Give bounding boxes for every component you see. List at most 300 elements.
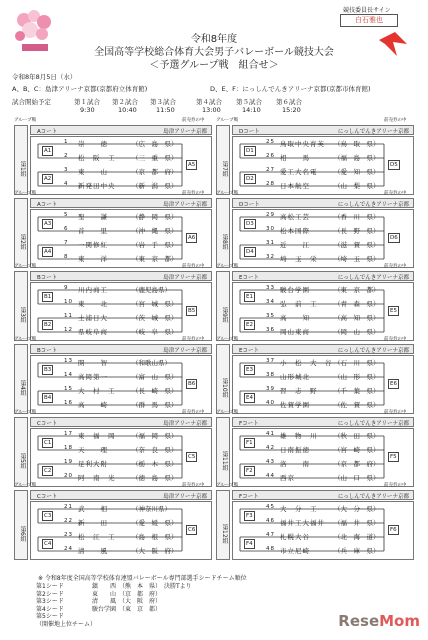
group-caption: グループ戦	[14, 410, 37, 415]
pool-label: A2	[44, 176, 52, 182]
team-pref: （茨 城 県）	[132, 314, 178, 322]
team-name: 県岐阜商	[78, 328, 108, 336]
pool-label: E4	[246, 395, 253, 401]
pool-label: A5	[188, 162, 196, 168]
team-name: 東 福 岡	[78, 432, 116, 440]
court-venue: 島津アリーナ京都	[163, 275, 207, 281]
group-tab	[216, 344, 230, 414]
pool-label: B6	[188, 381, 196, 387]
resemom-watermark: ReseMom	[338, 612, 420, 630]
pool-label: D4	[246, 249, 254, 255]
team-number: 37	[266, 358, 275, 364]
group-tab	[14, 490, 28, 560]
group-tab	[14, 344, 28, 414]
team-number: 31	[266, 240, 275, 246]
team-pref: （高 知 県）	[334, 314, 380, 322]
team-name: 松 江 工	[78, 533, 116, 541]
team-pref: （香 川 県）	[334, 213, 380, 221]
team-pref: （秋 田 県）	[334, 432, 380, 440]
team-name: 駿台学園	[280, 286, 310, 294]
team-pref: （沖 縄 県）	[132, 227, 178, 235]
court-name: Cコート	[37, 494, 58, 500]
court-venue: にっしんでんきアリーナ京都	[337, 494, 409, 500]
team-pref: （和歌山県）	[132, 359, 171, 367]
team-pref: （石 川 県）	[334, 359, 380, 367]
team-name: 阿 南 光	[78, 474, 116, 482]
match-label: 第３試合	[150, 98, 176, 106]
group-order-caption: 前売券の中	[384, 337, 407, 342]
pool-label: B1	[44, 294, 52, 300]
team-pref: （兵 庫 県）	[334, 547, 380, 555]
team-name: 開 智	[78, 359, 108, 367]
group-tab	[14, 271, 28, 341]
team-number: 15	[64, 386, 73, 392]
team-number: 8	[64, 254, 69, 260]
match-time: 15:20	[282, 106, 301, 114]
bracket-lines	[232, 428, 414, 487]
pool-label: E5	[390, 308, 397, 314]
team-name: 松本国際	[280, 227, 310, 235]
group-order-caption: 前売券の中	[182, 337, 205, 342]
seed-team: 鎮 西 （熊 本 県） 決勝Tより	[92, 583, 192, 590]
team-pref: （栃 木 県）	[132, 460, 178, 468]
group-caption: グループ戦	[216, 191, 239, 196]
team-name: 新発田中央	[78, 182, 116, 190]
team-number: 32	[266, 254, 275, 260]
team-name: 土浦日大	[78, 314, 108, 322]
team-name: 福井工大福井	[280, 519, 325, 527]
sign-value: 白石雅也	[340, 14, 398, 27]
court-header	[30, 344, 212, 354]
schedule-label: 試合開始予定	[12, 98, 51, 106]
team-number: 23	[64, 532, 73, 538]
group-caption: グループ戦	[14, 337, 37, 342]
pool-label: E6	[390, 381, 397, 387]
team-number: 18	[64, 445, 73, 451]
group-label: 第9組	[221, 307, 228, 323]
team-pref: （奈 良 県）	[132, 446, 178, 454]
team-number: 9	[64, 285, 69, 291]
team-number: 35	[266, 313, 275, 319]
court-venue: にっしんでんきアリーナ京都	[337, 421, 409, 427]
team-name: 雄 物 川	[280, 432, 318, 440]
title-line2: 全国高等学校総合体育大会男子バレーボール競技大会	[94, 47, 334, 58]
red-origami-logo	[377, 30, 409, 58]
seed-rank: 第1シード	[36, 583, 64, 590]
team-pref: （鹿児島県）	[132, 286, 171, 294]
pool-label: F4	[246, 541, 253, 547]
team-pref: （三 重 県）	[132, 154, 178, 162]
team-number: 42	[266, 445, 275, 451]
group-label: 第12組	[221, 524, 228, 544]
pool-label: D3	[246, 221, 254, 227]
title-line3: ＜予選グループ戦 組合せ＞	[149, 60, 279, 71]
group-caption: グループ戦	[216, 410, 239, 415]
team-name: 足利大附	[78, 460, 108, 468]
team-number: 43	[266, 459, 275, 465]
team-pref: （佐 賀 県）	[334, 401, 380, 409]
team-name: 高岡第一	[78, 373, 108, 381]
court-header	[232, 271, 414, 281]
team-pref: （徳 島 県）	[132, 474, 178, 482]
bracket-lines	[232, 282, 414, 341]
team-name: 清 風	[78, 547, 108, 555]
group-label: 第3組	[19, 307, 26, 323]
match-label: 第２試合	[112, 98, 138, 106]
team-pref: （大 分 県）	[334, 505, 380, 513]
team-name: 首 里	[78, 227, 108, 235]
court-header	[232, 490, 414, 500]
team-number: 47	[266, 532, 275, 538]
bracket-lines	[30, 428, 212, 487]
court-venue: にっしんでんきアリーナ京都	[337, 129, 409, 135]
group-order-caption: 前売券の中	[384, 118, 407, 123]
team-number: 25	[266, 139, 275, 145]
match-label: 第５試合	[236, 98, 262, 106]
team-name: 近 江	[280, 241, 310, 249]
team-number: 44	[266, 473, 275, 479]
title-line1: 令和8年度	[190, 34, 238, 45]
team-name: 高 知	[280, 314, 310, 322]
court-header	[30, 417, 212, 427]
pool-label: C2	[44, 468, 52, 474]
group-label: 第8組	[221, 234, 228, 250]
pool-label: C4	[44, 541, 52, 547]
team-pref: （東 京 都）	[132, 255, 178, 263]
court-name: Cコート	[37, 421, 58, 427]
team-pref: （宮 城 県）	[132, 300, 178, 308]
team-pref: （長 野 県）	[334, 227, 380, 235]
team-number: 5	[64, 212, 69, 218]
pool-label: A1	[44, 148, 52, 154]
team-pref: （静 岡 県）	[132, 213, 178, 221]
pool-label: F3	[246, 513, 253, 519]
match-label: 第１試合	[74, 98, 100, 106]
court-name: Dコート	[239, 129, 260, 135]
group-tab	[14, 417, 28, 487]
court-name: Aコート	[37, 202, 58, 208]
seed-rank: 第4シード	[36, 605, 64, 613]
team-name: 天 理	[78, 446, 108, 454]
group-tab	[216, 198, 230, 268]
team-name: 相 馬	[280, 154, 310, 162]
team-pref: （愛 知 県）	[334, 168, 380, 176]
group-label: 第1組	[19, 161, 26, 177]
team-number: 4	[64, 181, 69, 187]
pool-label: C6	[188, 527, 196, 533]
match-time: 11:50	[156, 106, 175, 114]
court-name: Aコート	[37, 129, 58, 135]
pool-label: F6	[390, 527, 397, 533]
group-tab	[216, 490, 230, 560]
pool-label: A6	[188, 235, 196, 241]
team-number: 16	[64, 400, 73, 406]
team-name: 東 北	[78, 300, 108, 308]
group-tab	[14, 125, 28, 195]
team-number: 12	[64, 327, 73, 333]
bracket-lines	[30, 501, 212, 560]
group-caption: グループ戦	[14, 118, 37, 123]
team-pref: （東 京 都）	[334, 286, 380, 294]
seed-team: 東 山 （京 都 府）	[92, 590, 162, 598]
team-name: 高 崎	[78, 401, 108, 409]
team-number: 24	[64, 546, 73, 552]
team-number: 22	[64, 518, 73, 524]
team-number: 48	[266, 546, 275, 552]
group-caption: グループ戦	[14, 191, 37, 196]
pool-label: E2	[246, 322, 253, 328]
team-pref: （群 馬 県）	[132, 401, 178, 409]
team-name: 高松工芸	[280, 213, 310, 221]
group-caption: グループ戦	[216, 264, 239, 269]
match-time: 9:30	[80, 106, 95, 114]
pool-label: A3	[44, 221, 52, 227]
team-number: 40	[266, 400, 275, 406]
group-tab	[216, 271, 230, 341]
group-caption: グループ戦	[216, 118, 239, 123]
sign-label: 競技委員長サイン	[343, 7, 391, 14]
event-date: 令和8年8月5日（水）	[12, 73, 77, 81]
pool-label: E3	[246, 367, 253, 373]
team-name: 西京	[280, 474, 295, 482]
match-time: 10:40	[118, 106, 137, 114]
team-pref: （山 口 県）	[334, 474, 380, 482]
pool-label: A4	[44, 249, 52, 255]
team-pref: （富 山 県）	[132, 373, 178, 381]
team-number: 46	[266, 518, 275, 524]
team-number: 10	[64, 299, 73, 305]
court-header	[232, 198, 414, 208]
team-pref: （岩 手 県）	[132, 241, 178, 249]
team-number: 26	[266, 153, 275, 159]
team-pref: （千 葉 県）	[334, 387, 380, 395]
seed-rank: （開催地上位チーム）	[36, 620, 97, 628]
team-name: 鳥取中央育英	[280, 140, 325, 148]
team-name: 山形城北	[280, 373, 310, 381]
team-pref: （埼 玉 県）	[334, 255, 380, 263]
court-name: Eコート	[239, 275, 259, 281]
team-name: 松 阪 工	[78, 154, 116, 162]
team-pref: （島 根 県）	[132, 533, 178, 541]
team-pref: （神奈川県）	[132, 505, 171, 513]
group-order-caption: 前売券の中	[384, 191, 407, 196]
court-venue: 島津アリーナ京都	[163, 421, 207, 427]
team-name: 大 分 工	[280, 505, 318, 513]
group-order-caption: 前売券の中	[182, 264, 205, 269]
team-pref: （福 島 県）	[334, 154, 380, 162]
group-label: 第11組	[221, 451, 228, 471]
team-number: 19	[64, 459, 73, 465]
team-pref: （北 海 道）	[334, 533, 380, 541]
group-caption: グループ戦	[14, 264, 37, 269]
group-order-caption: 前売券の中	[182, 118, 205, 123]
group-order-caption: 前売券の中	[384, 410, 407, 415]
team-name: 弘 前 工	[280, 300, 318, 308]
team-pref: （岐 阜 県）	[132, 328, 178, 336]
court-name: Fコート	[239, 494, 259, 500]
team-pref: （福 岡 県）	[132, 432, 178, 440]
team-pref: （山 梨 県）	[334, 182, 380, 190]
team-name: 川内商工	[78, 286, 108, 294]
team-pref: （京 都 府）	[132, 168, 178, 176]
team-number: 17	[64, 431, 73, 437]
team-number: 20	[64, 473, 73, 479]
seed-rank: 第2シード	[36, 590, 64, 598]
pool-label: E1	[246, 294, 253, 300]
court-name: Dコート	[239, 202, 260, 208]
court-venue: 島津アリーナ京都	[163, 202, 207, 208]
team-pref: （宮 崎 県）	[334, 446, 380, 454]
team-number: 1	[64, 139, 69, 145]
court-venue: 島津アリーナ京都	[163, 494, 207, 500]
team-name: 新 田	[78, 519, 108, 527]
team-pref: （愛 媛 県）	[132, 519, 178, 527]
team-name: 埼 玉 栄	[280, 255, 318, 263]
team-number: 14	[64, 372, 73, 378]
team-number: 27	[266, 167, 275, 173]
team-number: 7	[64, 240, 69, 246]
group-order-caption: 前売券の中	[384, 483, 407, 488]
bracket-lines	[232, 209, 414, 268]
team-number: 34	[266, 299, 275, 305]
pool-label: D2	[246, 176, 254, 182]
team-name: 日本航空	[280, 182, 310, 190]
team-number: 39	[266, 386, 275, 392]
seed-rank: 第5シード	[36, 613, 64, 620]
team-number: 30	[266, 226, 275, 232]
team-number: 11	[64, 313, 73, 319]
pool-label: F2	[246, 468, 253, 474]
court-name: Bコート	[37, 348, 58, 354]
court-header	[30, 490, 212, 500]
pool-label: D6	[390, 235, 398, 241]
pool-label: D5	[390, 162, 398, 168]
court-venue: にっしんでんきアリーナ京都	[337, 348, 409, 354]
court-header	[232, 417, 414, 427]
team-name: 東 洋	[78, 255, 108, 263]
team-pref: （青 森 県）	[334, 300, 380, 308]
pool-label: F5	[390, 454, 397, 460]
team-pref: （京 都 府）	[334, 460, 380, 468]
team-number: 38	[266, 372, 275, 378]
pool-label: C1	[44, 440, 52, 446]
team-name: 小 松 大 谷	[280, 359, 333, 367]
team-number: 41	[266, 431, 275, 437]
group-label: 第7組	[221, 161, 228, 177]
team-name: 佐賀学園	[280, 401, 310, 409]
court-header	[30, 271, 212, 281]
team-pref: （長 崎 県）	[132, 387, 178, 395]
team-pref: （大 阪 府）	[132, 547, 178, 555]
team-name: 洛 南	[280, 460, 310, 468]
pool-label: D1	[246, 148, 254, 154]
group-tab	[14, 198, 28, 268]
team-pref: （新 潟 県）	[132, 182, 178, 190]
team-pref: （山 形 県）	[334, 373, 380, 381]
seed-team: 駿台学園 （東 京 都）	[92, 605, 162, 613]
team-number: 33	[266, 285, 275, 291]
court-name: Bコート	[37, 275, 58, 281]
team-number: 2	[64, 153, 69, 159]
group-caption: グループ戦	[216, 483, 239, 488]
court-venue: 島津アリーナ京都	[163, 129, 207, 135]
venue-abc: A、B、C：島津アリーナ京都(京都府立体育館)	[12, 85, 148, 93]
team-number: 21	[64, 504, 73, 510]
pool-label: B5	[188, 308, 196, 314]
bracket-lines	[30, 209, 212, 268]
group-label: 第10組	[221, 378, 228, 398]
pool-label: B3	[44, 367, 52, 373]
bracket-lines	[30, 282, 212, 341]
team-pref: （岡 山 県）	[334, 328, 380, 336]
bracket-lines	[30, 355, 212, 414]
team-pref: （鳥 取 県）	[334, 140, 380, 148]
seed-rank: 第3シード	[36, 598, 64, 605]
bracket-lines	[30, 136, 212, 195]
match-time: 13:00	[202, 106, 221, 114]
team-name: 大 村 工	[78, 387, 116, 395]
court-header	[232, 125, 414, 135]
team-name: 東 山	[78, 168, 108, 176]
team-name: 岡山東商	[280, 328, 310, 336]
group-tab	[216, 125, 230, 195]
team-name: 崇 徳	[78, 140, 108, 148]
match-label: 第６試合	[276, 98, 302, 106]
team-name: 聖 謙	[78, 213, 108, 221]
court-header	[30, 125, 212, 135]
court-name: Eコート	[239, 348, 259, 354]
group-order-caption: 前売券の中	[182, 410, 205, 415]
team-name: 札幌大谷	[280, 533, 310, 541]
court-header	[232, 344, 414, 354]
team-name: 武 相	[78, 505, 108, 513]
pool-label: C5	[188, 454, 196, 460]
team-name: 日南振徳	[280, 446, 310, 454]
team-pref: （滋 賀 県）	[334, 241, 380, 249]
group-caption: グループ戦	[216, 337, 239, 342]
team-pref: （広 島 県）	[132, 140, 178, 148]
pool-label: F1	[246, 440, 253, 446]
bracket-lines	[232, 501, 414, 560]
team-name: 愛工大名電	[280, 168, 318, 176]
team-number: 45	[266, 504, 275, 510]
match-label: 第４試合	[196, 98, 222, 106]
group-label: 第2組	[19, 234, 26, 250]
team-number: 6	[64, 226, 69, 232]
group-label: 第6組	[19, 526, 26, 542]
group-order-caption: 前売券の中	[182, 483, 205, 488]
match-time: 14:10	[242, 106, 261, 114]
team-pref: （福 井 県）	[334, 519, 380, 527]
team-number: 28	[266, 181, 275, 187]
pool-label: B2	[44, 322, 52, 328]
team-number: 3	[64, 167, 69, 173]
court-venue: 島津アリーナ京都	[163, 348, 207, 354]
group-order-caption: 前売券の中	[384, 264, 407, 269]
group-tab	[216, 417, 230, 487]
pool-label: B4	[44, 395, 52, 401]
group-caption: グループ戦	[14, 483, 37, 488]
seed-note: ※ 令和8年度全国高等学校体育連盟バレーボール専門部選手シードチーム順位	[38, 575, 247, 582]
team-name: 市立尼崎	[280, 547, 310, 555]
pool-label: C3	[44, 513, 52, 519]
court-name: Fコート	[239, 421, 259, 427]
court-venue: にっしんでんきアリーナ京都	[337, 275, 409, 281]
group-order-caption: 前売券の中	[182, 191, 205, 196]
team-number: 29	[266, 212, 275, 218]
court-venue: にっしんでんきアリーナ京都	[337, 202, 409, 208]
team-name: 習 志 野	[280, 387, 318, 395]
